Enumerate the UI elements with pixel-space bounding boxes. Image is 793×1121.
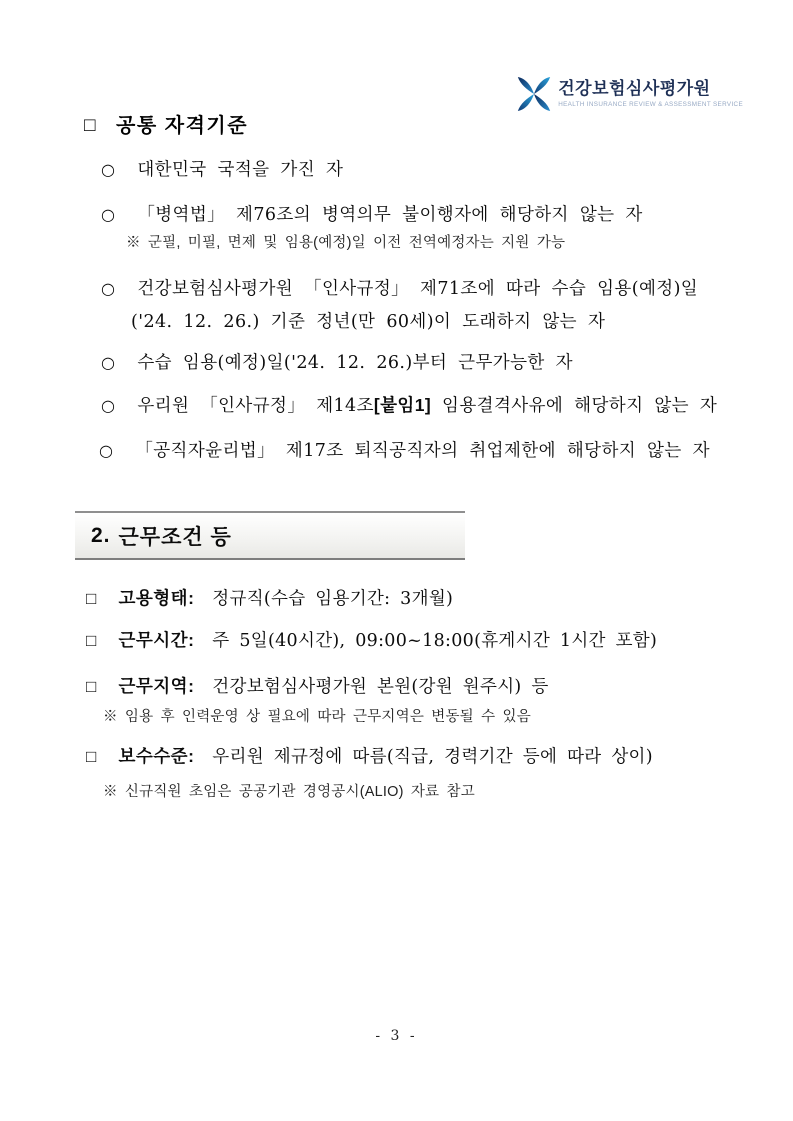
logo-english-name: HEALTH INSURANCE REVIEW & ASSESSMENT SERVICE — [558, 100, 743, 108]
list-item — [101, 156, 343, 181]
row-label: 근무지역: — [118, 676, 195, 696]
circle-bullet-icon: ○ — [101, 160, 116, 179]
section2-header — [75, 511, 465, 560]
section2-heading-text: 근무조건 등 — [118, 525, 232, 549]
info-row-employment-type — [86, 585, 453, 610]
section1-heading — [84, 109, 248, 138]
list-item — [101, 201, 643, 226]
circle-bullet-icon: ○ — [101, 205, 116, 224]
row-value: 주 5일(40시간), 09:00~18:00(휴게시간 1시간 포함) — [212, 631, 658, 651]
row-label: 보수수준: — [118, 746, 195, 766]
list-item — [101, 275, 698, 300]
square-bullet-icon: □ — [84, 115, 97, 136]
row-note: ※ 신규직원 초임은 공공기관 경영공시(ALIO) 자료 참고 — [103, 784, 475, 800]
list-item-text-continued: ('24. 12. 26.) 기준 정년(만 60세)이 도래하지 않는 자 — [131, 312, 606, 332]
row-label: 근무시간: — [118, 630, 195, 650]
square-bullet-icon: □ — [86, 677, 97, 696]
list-item-text: 임용결격사유에 해당하지 않는 자 — [431, 396, 718, 416]
circle-bullet-icon: ○ — [101, 353, 116, 372]
list-item-text: 우리원 「인사규정」 제14조 — [137, 396, 374, 416]
list-item — [101, 392, 717, 417]
row-value: 건강보험심사평가원 본원(강원 원주시) 등 — [212, 677, 549, 697]
section2-number: 2. — [91, 523, 111, 547]
circle-bullet-icon: ○ — [99, 441, 114, 460]
circle-bullet-icon: ○ — [101, 279, 116, 298]
logo-text-block — [558, 80, 743, 108]
list-item — [99, 437, 710, 462]
list-item-text: 「공직자윤리법」 제17조 퇴직공직자의 취업제한에 해당하지 않는 자 — [135, 441, 710, 461]
square-bullet-icon: □ — [86, 631, 97, 650]
square-bullet-icon: □ — [86, 747, 97, 766]
circle-bullet-icon: ○ — [101, 396, 116, 415]
row-label: 고용형태: — [118, 588, 195, 608]
row-note: ※ 임용 후 인력운영 상 필요에 따라 근무지역은 변동될 수 있음 — [103, 709, 531, 725]
row-value: 정규직(수습 임용기간: 3개월) — [212, 589, 454, 609]
list-item-text: 수습 임용(예정)일('24. 12. 26.)부터 근무가능한 자 — [137, 353, 573, 373]
org-logo — [517, 76, 743, 112]
info-row-work-location — [86, 673, 549, 698]
info-row-salary — [86, 743, 653, 768]
list-item — [101, 349, 573, 374]
list-item-text: 「병역법」 제76조의 병역의무 불이행자에 해당하지 않는 자 — [137, 205, 643, 225]
list-item-text: 건강보험심사평가원 「인사규정」 제71조에 따라 수습 임용(예정)일 — [137, 279, 699, 299]
logo-korean-name: 건강보험심사평가원 — [558, 79, 711, 99]
info-row-working-hours — [86, 627, 657, 652]
list-item-note: ※ 군필, 미필, 면제 및 임용(예정)일 이전 전역예정자는 지원 가능 — [126, 235, 566, 251]
row-value: 우리원 제규정에 따름(직급, 경력기간 등에 따라 상이) — [212, 747, 653, 767]
square-bullet-icon: □ — [86, 589, 97, 608]
attachment-ref-bold: [붙임1] — [373, 395, 432, 415]
list-item-text: 대한민국 국적을 가진 자 — [137, 160, 344, 180]
hira-logo-icon — [517, 76, 551, 112]
page-number: - 3 - — [375, 1028, 418, 1044]
section1-heading-text: 공통 자격기준 — [116, 115, 249, 137]
